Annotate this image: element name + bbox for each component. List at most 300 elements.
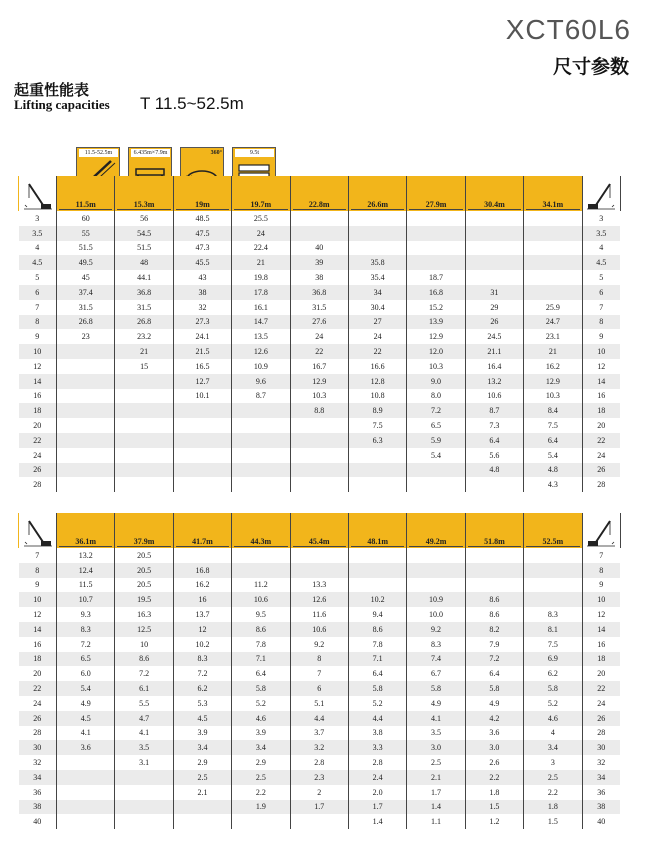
capacity-cell xyxy=(290,563,348,578)
capacity-cell xyxy=(173,800,231,815)
radius-cell: 9 xyxy=(19,329,57,344)
capacity-cell: 3.6 xyxy=(465,726,523,741)
capacity-cell: 26 xyxy=(465,315,523,330)
radius-cell: 22 xyxy=(19,433,57,448)
capacity-cell: 40 xyxy=(290,241,348,256)
capacity-cell xyxy=(232,548,290,563)
table-row xyxy=(19,563,621,578)
capacity-cell: 4.9 xyxy=(57,696,115,711)
capacity-cell: 30.4 xyxy=(348,300,406,315)
capacity-cell: 8.4 xyxy=(524,403,582,418)
boom-length-header: 37.9m xyxy=(115,513,173,548)
capacity-cell xyxy=(115,785,173,800)
capacity-cell: 1.8 xyxy=(524,800,582,815)
capacity-cell: 13.9 xyxy=(407,315,465,330)
capacity-cell: 7.2 xyxy=(115,666,173,681)
capacity-cell: 48 xyxy=(115,255,173,270)
radius-cell: 3 xyxy=(19,211,57,226)
table-row xyxy=(19,315,621,330)
capacity-cell: 12.6 xyxy=(290,592,348,607)
capacity-cell: 21 xyxy=(524,344,582,359)
capacity-cell: 4.8 xyxy=(524,463,582,478)
capacity-cell: 6.1 xyxy=(115,681,173,696)
radius-cell: 26 xyxy=(582,711,620,726)
capacity-cell: 45 xyxy=(57,270,115,285)
boom-range: T 11.5~52.5m xyxy=(140,94,244,113)
capacity-cell: 16.2 xyxy=(524,359,582,374)
radius-cell: 20 xyxy=(19,418,57,433)
capacity-cell xyxy=(57,374,115,389)
capacity-cell: 22.4 xyxy=(232,241,290,256)
capacity-cell: 23 xyxy=(57,329,115,344)
capacity-cell: 2.2 xyxy=(232,785,290,800)
radius-cell: 28 xyxy=(582,726,620,741)
boom-length-header: 30.4m xyxy=(465,176,523,211)
capacity-cell: 4.5 xyxy=(57,711,115,726)
capacity-cell: 4.6 xyxy=(524,711,582,726)
boom-length-header: 11.5m xyxy=(57,176,115,211)
radius-cell: 18 xyxy=(19,403,57,418)
capacity-cell xyxy=(348,477,406,492)
capacity-cell: 10.6 xyxy=(232,592,290,607)
table-row xyxy=(19,433,621,448)
capacity-cell: 8.3 xyxy=(407,637,465,652)
capacity-cell: 7.2 xyxy=(465,652,523,667)
capacity-cell: 2.4 xyxy=(348,770,406,785)
table-row xyxy=(19,578,621,593)
capacity-cell: 6.9 xyxy=(524,652,582,667)
outrigger-span-icon: 6.435m×7.9m xyxy=(128,147,172,191)
radius-cell: 8 xyxy=(19,563,57,578)
capacity-cell: 12.6 xyxy=(232,344,290,359)
capacity-cell: 7.2 xyxy=(173,666,231,681)
table-row xyxy=(19,800,621,815)
table-row xyxy=(19,814,621,829)
capacity-cell: 10.8 xyxy=(348,389,406,404)
table-header-row xyxy=(19,513,621,548)
radius-cell: 3 xyxy=(582,211,620,226)
capacity-cell xyxy=(524,578,582,593)
radius-cell: 10 xyxy=(582,592,620,607)
capacity-cell: 24.7 xyxy=(524,315,582,330)
capacity-cell: 3.9 xyxy=(232,726,290,741)
radius-cell: 26 xyxy=(19,463,57,478)
table-row xyxy=(19,548,621,563)
capacity-cell xyxy=(348,226,406,241)
capacity-cell: 4.6 xyxy=(232,711,290,726)
capacity-cell: 7.4 xyxy=(407,652,465,667)
capacity-cell: 8 xyxy=(290,652,348,667)
table-row xyxy=(19,329,621,344)
capacity-cell: 25.5 xyxy=(232,211,290,226)
capacity-cell xyxy=(524,285,582,300)
radius-cell: 7 xyxy=(19,300,57,315)
capacity-cell: 6.5 xyxy=(57,652,115,667)
capacity-cell xyxy=(465,578,523,593)
capacity-cell: 55 xyxy=(57,226,115,241)
capacity-cell xyxy=(290,814,348,829)
capacity-cell xyxy=(348,463,406,478)
capacity-cell: 48.5 xyxy=(173,211,231,226)
capacity-cell xyxy=(465,211,523,226)
radius-cell: 18 xyxy=(19,652,57,667)
capacity-cell xyxy=(407,211,465,226)
capacity-cell: 27 xyxy=(348,315,406,330)
radius-cell: 26 xyxy=(582,463,620,478)
capacity-cell: 6.4 xyxy=(465,666,523,681)
boom-length-header: 51.8m xyxy=(465,513,523,548)
capacity-cell: 10.6 xyxy=(290,622,348,637)
capacity-cell xyxy=(115,814,173,829)
radius-cell: 3.5 xyxy=(19,226,57,241)
section-subtitle: 尺寸参数 xyxy=(552,57,629,78)
capacity-cell xyxy=(348,241,406,256)
capacity-cell: 6.2 xyxy=(524,666,582,681)
capacity-cell: 13.7 xyxy=(173,607,231,622)
capacity-cell: 14.7 xyxy=(232,315,290,330)
capacity-cell: 27.6 xyxy=(290,315,348,330)
capacity-cell: 47.5 xyxy=(173,226,231,241)
boom-length-header: 26.6m xyxy=(348,176,406,211)
capacity-cell: 27.3 xyxy=(173,315,231,330)
capacity-cell: 12.9 xyxy=(524,374,582,389)
radius-cell: 9 xyxy=(19,578,57,593)
boom-length-header: 19.7m xyxy=(232,176,290,211)
radius-cell: 24 xyxy=(582,448,620,463)
radius-cell: 4 xyxy=(582,241,620,256)
capacity-cell xyxy=(115,477,173,492)
capacity-cell: 4.8 xyxy=(465,463,523,478)
capacity-cell: 10.2 xyxy=(173,637,231,652)
capacity-cell xyxy=(173,433,231,448)
capacity-cell xyxy=(232,448,290,463)
capacity-cell: 11.5 xyxy=(57,578,115,593)
radius-cell: 8 xyxy=(582,563,620,578)
capacity-cell: 5.8 xyxy=(407,681,465,696)
capacity-cell: 1.4 xyxy=(348,814,406,829)
capacity-cell: 2.5 xyxy=(524,770,582,785)
capacity-cell: 7.9 xyxy=(465,637,523,652)
capacity-cell: 16.8 xyxy=(173,563,231,578)
table-row xyxy=(19,403,621,418)
capacity-cell: 16.7 xyxy=(290,359,348,374)
capacity-cell: 5.8 xyxy=(348,681,406,696)
capacity-cell xyxy=(465,477,523,492)
capacity-cell: 16.2 xyxy=(173,578,231,593)
capacity-cell xyxy=(407,477,465,492)
capacity-cell: 31 xyxy=(465,285,523,300)
page-title-en: Lifting capacities xyxy=(14,97,110,112)
crane-radius-icon xyxy=(19,176,57,211)
capacity-cell xyxy=(232,477,290,492)
capacity-cell: 38 xyxy=(173,285,231,300)
capacity-cell: 4.1 xyxy=(407,711,465,726)
capacity-cell: 56 xyxy=(115,211,173,226)
capacity-cell: 36.8 xyxy=(290,285,348,300)
capacity-cell: 51.5 xyxy=(57,241,115,256)
capacity-cell xyxy=(57,389,115,404)
capacity-cell: 26.8 xyxy=(115,315,173,330)
capacity-cell: 43 xyxy=(173,270,231,285)
capacity-cell: 21 xyxy=(115,344,173,359)
radius-cell: 22 xyxy=(582,681,620,696)
radius-cell: 22 xyxy=(582,433,620,448)
capacity-cell xyxy=(115,374,173,389)
capacity-cell xyxy=(465,548,523,563)
capacity-cell: 4.4 xyxy=(290,711,348,726)
capacity-cell xyxy=(407,578,465,593)
capacity-cell: 11.6 xyxy=(290,607,348,622)
radius-cell: 4.5 xyxy=(582,255,620,270)
capacity-cell: 1.5 xyxy=(524,814,582,829)
capacity-cell: 24.1 xyxy=(173,329,231,344)
capacity-cell: 4.9 xyxy=(407,696,465,711)
capacity-cell: 6.4 xyxy=(232,666,290,681)
capacity-cell: 12.5 xyxy=(115,622,173,637)
capacity-cell xyxy=(290,448,348,463)
capacity-cell xyxy=(57,477,115,492)
radius-cell: 32 xyxy=(19,755,57,770)
radius-cell: 40 xyxy=(582,814,620,829)
radius-cell: 26 xyxy=(19,711,57,726)
capacity-cell: 13.2 xyxy=(465,374,523,389)
capacity-cell: 5.4 xyxy=(407,448,465,463)
crane-radius-icon xyxy=(19,513,57,548)
capacity-cell xyxy=(173,418,231,433)
radius-cell: 36 xyxy=(19,785,57,800)
radius-cell: 4.5 xyxy=(19,255,57,270)
radius-cell: 12 xyxy=(19,607,57,622)
capacity-cell: 6.7 xyxy=(407,666,465,681)
capacity-cell: 5.5 xyxy=(115,696,173,711)
radius-cell: 20 xyxy=(582,666,620,681)
capacity-cell: 8.6 xyxy=(465,607,523,622)
radius-cell: 28 xyxy=(19,477,57,492)
capacity-cell xyxy=(173,463,231,478)
table-row xyxy=(19,374,621,389)
capacity-cell: 9.0 xyxy=(407,374,465,389)
table-row xyxy=(19,681,621,696)
capacity-cell: 20.5 xyxy=(115,578,173,593)
capacity-cell: 8.7 xyxy=(465,403,523,418)
capacity-cell xyxy=(232,418,290,433)
radius-cell: 5 xyxy=(582,270,620,285)
radius-cell: 18 xyxy=(582,403,620,418)
capacity-cell xyxy=(173,477,231,492)
capacity-cell: 1.7 xyxy=(407,785,465,800)
capacity-cell: 4 xyxy=(524,726,582,741)
capacity-cell: 2.1 xyxy=(407,770,465,785)
capacity-cell xyxy=(290,548,348,563)
capacity-cell: 7.3 xyxy=(465,418,523,433)
capacity-cell: 16 xyxy=(173,592,231,607)
capacity-cell: 45.5 xyxy=(173,255,231,270)
capacity-cell: 3.4 xyxy=(232,740,290,755)
capacity-cell xyxy=(524,211,582,226)
capacity-cell xyxy=(57,448,115,463)
capacity-cell: 7.1 xyxy=(232,652,290,667)
capacity-cell xyxy=(465,270,523,285)
boom-length-header: 22.8m xyxy=(290,176,348,211)
capacity-cell xyxy=(407,548,465,563)
capacity-cell: 2.9 xyxy=(232,755,290,770)
capacity-cell: 15 xyxy=(115,359,173,374)
capacity-cell: 7.5 xyxy=(524,418,582,433)
capacity-cell: 3.2 xyxy=(290,740,348,755)
capacity-cell: 8.8 xyxy=(290,403,348,418)
capacity-cell: 1.8 xyxy=(465,785,523,800)
radius-cell: 6 xyxy=(19,285,57,300)
capacity-cell: 18.7 xyxy=(407,270,465,285)
crane-radius-icon xyxy=(582,176,620,211)
capacity-cell: 8.6 xyxy=(348,622,406,637)
capacity-cell: 1.5 xyxy=(465,800,523,815)
radius-cell: 28 xyxy=(582,477,620,492)
capacity-cell xyxy=(465,255,523,270)
capacity-cell: 1.1 xyxy=(407,814,465,829)
capacity-cell: 5.8 xyxy=(524,681,582,696)
table-row xyxy=(19,740,621,755)
capacity-cell xyxy=(115,418,173,433)
capacity-cell: 31.5 xyxy=(115,300,173,315)
capacity-cell: 3.0 xyxy=(407,740,465,755)
capacity-cell xyxy=(57,755,115,770)
boom-length-header: 41.7m xyxy=(173,513,231,548)
table-row xyxy=(19,652,621,667)
capacity-cell xyxy=(57,785,115,800)
table-row xyxy=(19,389,621,404)
radius-cell: 8 xyxy=(582,315,620,330)
capacity-cell: 7.1 xyxy=(348,652,406,667)
capacity-cell: 8.6 xyxy=(465,592,523,607)
radius-cell: 16 xyxy=(19,389,57,404)
capacity-cell: 24 xyxy=(232,226,290,241)
capacity-cell: 7 xyxy=(290,666,348,681)
radius-cell: 10 xyxy=(19,344,57,359)
table-row xyxy=(19,755,621,770)
capacity-cell xyxy=(524,548,582,563)
capacity-cell xyxy=(232,433,290,448)
capacity-cell: 37.4 xyxy=(57,285,115,300)
capacity-cell xyxy=(290,433,348,448)
capacity-cell: 38 xyxy=(290,270,348,285)
table-row xyxy=(19,770,621,785)
capacity-cell: 25.9 xyxy=(524,300,582,315)
radius-cell: 6 xyxy=(582,285,620,300)
radius-cell: 16 xyxy=(582,389,620,404)
capacity-cell: 6.0 xyxy=(57,666,115,681)
capacity-cell: 47.3 xyxy=(173,241,231,256)
capacity-cell xyxy=(348,563,406,578)
capacity-cell: 5.4 xyxy=(57,681,115,696)
table-header-row xyxy=(19,176,621,211)
capacity-cell: 21.1 xyxy=(465,344,523,359)
capacity-cell: 8.7 xyxy=(232,389,290,404)
capacity-cell: 7.2 xyxy=(57,637,115,652)
capacity-cell: 35.8 xyxy=(348,255,406,270)
capacity-cell xyxy=(57,403,115,418)
capacity-cell: 19.8 xyxy=(232,270,290,285)
capacity-cell: 9.2 xyxy=(407,622,465,637)
capacity-cell xyxy=(407,226,465,241)
capacity-cell: 9.4 xyxy=(348,607,406,622)
capacity-cell: 3.3 xyxy=(348,740,406,755)
capacity-cell: 1.2 xyxy=(465,814,523,829)
capacity-cell: 54.5 xyxy=(115,226,173,241)
crane-radius-icon xyxy=(582,513,620,548)
boom-length-header: 48.1m xyxy=(348,513,406,548)
capacity-cell: 2.2 xyxy=(465,770,523,785)
capacity-cell: 11.2 xyxy=(232,578,290,593)
capacity-cell xyxy=(407,255,465,270)
capacity-cell: 3.4 xyxy=(173,740,231,755)
capacity-cell xyxy=(173,814,231,829)
capacity-cell: 6.4 xyxy=(524,433,582,448)
capacity-cell: 1.9 xyxy=(232,800,290,815)
capacity-cell: 3.4 xyxy=(524,740,582,755)
capacity-cell: 12.9 xyxy=(290,374,348,389)
radius-cell: 22 xyxy=(19,681,57,696)
table-row xyxy=(19,255,621,270)
capacity-cell: 10.2 xyxy=(348,592,406,607)
radius-cell: 7 xyxy=(582,548,620,563)
capacity-cell xyxy=(407,463,465,478)
capacity-cell: 21.5 xyxy=(173,344,231,359)
capacity-cell: 35.4 xyxy=(348,270,406,285)
table-row xyxy=(19,226,621,241)
radius-cell: 12 xyxy=(582,359,620,374)
radius-cell: 30 xyxy=(582,740,620,755)
radius-cell: 14 xyxy=(19,374,57,389)
capacity-cell: 20.5 xyxy=(115,548,173,563)
capacity-cell: 7.5 xyxy=(348,418,406,433)
capacity-cell xyxy=(465,563,523,578)
radius-cell: 10 xyxy=(582,344,620,359)
radius-cell: 34 xyxy=(582,770,620,785)
capacity-cell: 5.1 xyxy=(290,696,348,711)
capacity-cell: 5.2 xyxy=(348,696,406,711)
table-row xyxy=(19,592,621,607)
capacity-cell xyxy=(524,226,582,241)
capacity-cell xyxy=(232,563,290,578)
capacity-cell xyxy=(524,241,582,256)
capacity-cell: 2.0 xyxy=(348,785,406,800)
capacity-cell: 2.8 xyxy=(348,755,406,770)
radius-cell: 24 xyxy=(582,696,620,711)
capacity-cell: 23.2 xyxy=(115,329,173,344)
capacity-cell: 2.1 xyxy=(173,785,231,800)
capacity-cell: 16.3 xyxy=(115,607,173,622)
table-row xyxy=(19,285,621,300)
capacity-cell: 12.9 xyxy=(407,329,465,344)
capacity-cell: 7.5 xyxy=(524,637,582,652)
boom-length-header: 36.1m xyxy=(57,513,115,548)
boom-length-header: 27.9m xyxy=(407,176,465,211)
capacity-cell: 36.8 xyxy=(115,285,173,300)
capacity-cell: 39 xyxy=(290,255,348,270)
capacity-cell xyxy=(232,463,290,478)
capacity-cell: 1.7 xyxy=(348,800,406,815)
capacity-cell: 17.8 xyxy=(232,285,290,300)
radius-cell: 36 xyxy=(582,785,620,800)
radius-cell: 20 xyxy=(582,418,620,433)
capacity-cell: 8.3 xyxy=(524,607,582,622)
capacity-cell xyxy=(524,255,582,270)
capacity-cell: 21 xyxy=(232,255,290,270)
radius-cell: 12 xyxy=(19,359,57,374)
capacity-cell: 49.5 xyxy=(57,255,115,270)
capacity-cell xyxy=(524,592,582,607)
